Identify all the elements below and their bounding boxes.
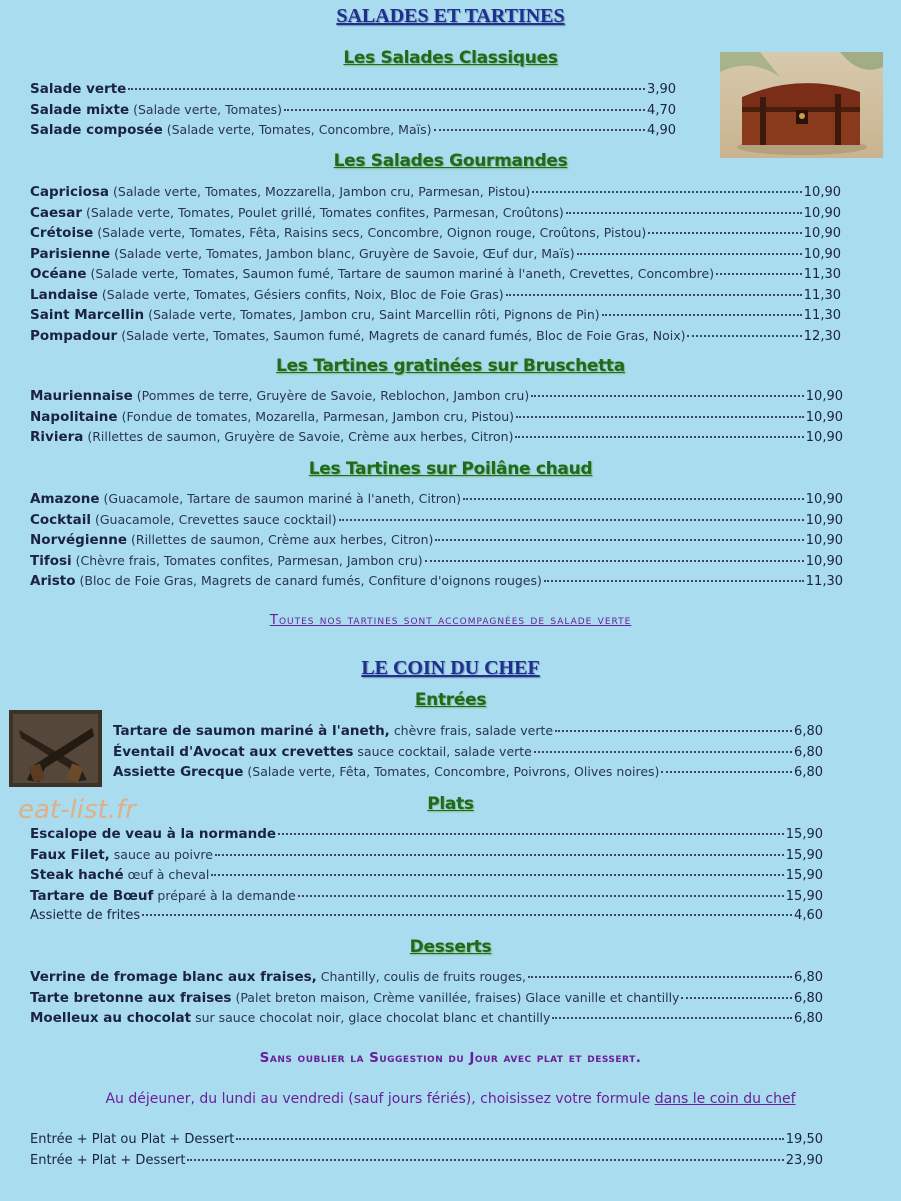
menu-item-name: Capriciosa [30, 184, 110, 200]
dot-leader [516, 416, 804, 418]
dot-leader [425, 560, 804, 562]
dot-leader [434, 129, 646, 131]
dot-leader [716, 273, 802, 275]
menu-item-row [30, 825, 823, 844]
menu-item-description: (Salade verte, Tomates, Saumon fumé, Tartare de saumon mariné à l'aneth, Crevettes, Concombre) [90, 266, 715, 281]
menu-item-price: 10,90 [803, 226, 841, 241]
menu-item-name: Amazone [30, 491, 100, 507]
menu-item-description: (Salade verte, Fêta, Tomates, Concombre, Poivrons, Olives noires) [247, 764, 660, 779]
section-title-classiques: Les Salades Classiques [343, 48, 558, 68]
menu-item-name: Landaise [30, 286, 98, 303]
menu-item-name: Éventail d'Avocat aux crevettes [113, 743, 354, 760]
menu-item-price: 6,80 [794, 724, 823, 739]
menu-item-row [30, 1131, 823, 1149]
menu-item-name: Cocktail [30, 511, 91, 528]
menu-item-name: Salade mixte [30, 101, 130, 118]
menu-item-price: 10,90 [805, 409, 843, 425]
dot-leader [528, 976, 792, 978]
menu-item-row [30, 327, 841, 346]
menu-item-row [30, 245, 841, 264]
menu-item-price: 6,80 [794, 970, 823, 985]
menu-item-description: (Rillettes de saumon, Gruyère de Savoie, Crème aux herbes, Citron) [87, 429, 514, 444]
menu-item-description: (Salade verte, Tomates, Fêta, Raisins secs, Concombre, Oignon rouge, Croûtons, Pistou) [97, 225, 647, 240]
menu-item-price: 4,70 [647, 102, 676, 118]
watermark: eat-list.fr [18, 795, 136, 825]
menu-item-row [30, 80, 676, 99]
menu-item-price: 6,80 [794, 744, 823, 760]
menu-item-name: Entrée + Plat + Dessert [30, 1152, 186, 1168]
menu-item-name: Moelleux au chocolat [30, 1010, 192, 1026]
menu-item-description: chèvre frais, salade verte [393, 723, 554, 738]
menu-item-row [30, 121, 676, 140]
menu-item-row [30, 490, 843, 509]
dot-leader [648, 232, 801, 234]
menu-item-row [30, 887, 823, 906]
menu-item-name: Aristo [30, 573, 76, 589]
menu-item-description: sauce cocktail, salade verte [357, 743, 532, 759]
menu-item-name: Norvégienne [30, 532, 128, 548]
menu-item-row [30, 1009, 823, 1028]
menu-item-row [30, 1152, 823, 1170]
menu-item-description: (Salade verte, Tomates, Saumon fumé, Magrets de canard fumés, Bloc de Foie Gras, Noix) [121, 327, 686, 343]
dot-leader [544, 580, 804, 582]
menu-item-row [30, 387, 843, 406]
menu-item-description: sur sauce chocolat noir, glace chocolat blanc et chantilly [195, 1010, 551, 1025]
menu-item-name: Crétoise [30, 225, 94, 241]
menu-item-name: Napolitaine [30, 408, 118, 425]
dot-leader [566, 212, 802, 214]
dot-leader [534, 751, 792, 753]
menu-item-price: 15,90 [785, 868, 823, 883]
menu-item-description: (Salade verte, Tomates, Jambon blanc, Gruyère de Savoie, Œuf dur, Maïs) [114, 245, 575, 261]
menu-item-price: 11,30 [805, 574, 843, 589]
menu-item-row [113, 743, 823, 762]
menu-item-price: 6,80 [794, 1011, 823, 1026]
menu-item-row [30, 101, 676, 120]
menu-item-name: Tifosi [30, 552, 72, 569]
menu-item-price: 19,50 [785, 1132, 823, 1147]
menu-item-row [30, 989, 823, 1008]
dot-leader [515, 436, 803, 438]
dot-leader [298, 895, 784, 897]
menu-item-description: (Guacamole, Crevettes sauce cocktail) [94, 511, 337, 527]
menu-item-price: 10,90 [803, 205, 841, 221]
menu-item-row [30, 408, 843, 427]
menu-item-description: (Salade verte, Tomates, Gésiers confits, Noix, Bloc de Foie Gras) [101, 286, 504, 302]
section-title-bruschetta: Les Tartines gratinées sur Bruschetta [276, 356, 625, 376]
section-title-entrees: Entrées [414, 690, 487, 710]
menu-item-price: 10,90 [805, 533, 843, 548]
section-title-desserts: Desserts [409, 937, 492, 957]
note-tartines: Toutes nos tartines sont accompagnées de salade verte [269, 612, 632, 628]
menu-item-price: 10,90 [805, 430, 843, 445]
menu-item-row [113, 722, 823, 741]
menu-item-description: (Rillettes de saumon, Crème aux herbes, Citron) [131, 532, 434, 547]
menu-item-description: sauce au poivre [113, 846, 213, 862]
dot-leader [215, 854, 784, 856]
pistols-image [9, 710, 102, 787]
menu-item-name: Salade verte [30, 81, 127, 97]
dot-leader [681, 997, 792, 999]
menu-item-name: Caesar [30, 204, 82, 221]
menu-item-row [30, 511, 843, 530]
page-title-salads: SALADES ET TARTINES [336, 5, 565, 27]
menu-item-name: Tarte bretonne aux fraises [30, 989, 232, 1006]
menu-item-price: 10,90 [803, 185, 841, 200]
menu-item-row [113, 763, 823, 782]
menu-item-row [30, 968, 823, 987]
note-formule [0, 1091, 901, 1107]
menu-item-price: 11,30 [803, 287, 841, 303]
dot-leader [128, 88, 645, 90]
dot-leader [687, 335, 801, 337]
dot-leader [187, 1159, 783, 1161]
dot-leader [284, 109, 645, 111]
menu-item-row [30, 428, 843, 447]
menu-item-row [30, 204, 841, 223]
menu-item-price: 10,90 [805, 492, 843, 507]
dot-leader [506, 294, 802, 296]
dot-leader [661, 771, 792, 773]
menu-item-row [30, 552, 843, 571]
menu-item-price: 15,90 [785, 888, 823, 904]
menu-item-price: 11,30 [803, 308, 841, 323]
menu-item-price: 6,80 [794, 765, 823, 780]
menu-item-name: Pompadour [30, 327, 118, 344]
menu-item-row [30, 866, 823, 885]
section-title-gourmandes: Les Salades Gourmandes [333, 151, 568, 171]
menu-item-name: Entrée + Plat ou Plat + Dessert [30, 1132, 235, 1147]
menu-item-name: Escalope de veau à la normande [30, 826, 277, 842]
dot-leader [602, 314, 802, 316]
menu-item-price: 15,90 [785, 847, 823, 863]
menu-item-name: Saint Marcellin [30, 307, 145, 323]
menu-item-description: (Chèvre frais, Tomates confites, Parmesan, Jambon cru) [75, 552, 423, 568]
menu-item-row [30, 286, 841, 305]
section-title-poilane: Les Tartines sur Poilâne chaud [308, 459, 593, 479]
dot-leader [142, 914, 792, 916]
menu-item-description: (Fondue de tomates, Mozarella, Parmesan, Jambon cru, Pistou) [121, 408, 515, 424]
dot-leader [531, 395, 804, 397]
menu-item-description: (Salade verte, Tomates, Concombre, Maïs) [166, 122, 432, 137]
note-formule-link: dans le coin du chef [654, 1091, 796, 1107]
menu-item-name: Océane [30, 266, 87, 282]
menu-item-description: (Pommes de terre, Gruyère de Savoie, Reblochon, Jambon cru) [136, 388, 530, 403]
menu-item-name: Parisienne [30, 245, 111, 262]
menu-item-price: 23,90 [785, 1152, 823, 1168]
menu-item-description: (Salade verte, Tomates) [133, 101, 283, 117]
menu-item-price: 6,80 [794, 990, 823, 1006]
dot-leader [435, 539, 803, 541]
menu-item-price: 4,90 [647, 123, 676, 138]
menu-item-price: 3,90 [647, 82, 676, 97]
note-suggestion: Sans oublier la Suggestion du Jour avec plat et dessert. [259, 1050, 642, 1066]
menu-item-price: 10,90 [805, 512, 843, 528]
menu-item-name: Tartare de saumon mariné à l'aneth, [113, 723, 390, 739]
menu-item-price: 11,30 [803, 267, 841, 282]
menu-item-description: (Palet breton maison, Crème vanillée, fraises) Glace vanille et chantilly [235, 989, 680, 1005]
menu-item-row [30, 846, 823, 865]
menu-item-description: (Salade verte, Tomates, Mozzarella, Jambon cru, Parmesan, Pistou) [113, 184, 531, 199]
menu-item-price: 15,90 [785, 827, 823, 842]
dot-leader [555, 730, 792, 732]
dot-leader [577, 253, 802, 255]
menu-item-price: 12,30 [803, 328, 841, 344]
dot-leader [463, 498, 804, 500]
menu-item-row [30, 183, 841, 202]
menu-item-description: (Salade verte, Tomates, Jambon cru, Saint Marcellin rôti, Pignons de Pin) [148, 307, 600, 322]
dot-leader [236, 1138, 783, 1140]
menu-item-description: Chantilly, coulis de fruits rouges, [320, 969, 527, 984]
menu-item-row [30, 531, 843, 550]
menu-item-description: (Guacamole, Tartare de saumon mariné à l'aneth, Citron) [103, 491, 462, 506]
menu-item-description: (Salade verte, Tomates, Poulet grillé, Tomates confites, Parmesan, Croûtons) [85, 204, 564, 220]
menu-item-name: Tartare de Bœuf [30, 887, 154, 904]
dot-leader [278, 833, 784, 835]
dot-leader [339, 519, 804, 521]
menu-item-price: 10,90 [805, 389, 843, 404]
menu-item-row [30, 224, 841, 243]
menu-item-price: 10,90 [805, 553, 843, 569]
menu-item-name: Faux Filet, [30, 846, 110, 863]
section-title-plats: Plats [427, 794, 474, 814]
note-formule-text: Au déjeuner, du lundi au vendredi (sauf jours fériés), choisissez votre formule [105, 1091, 655, 1107]
menu-item-row [30, 907, 823, 925]
dot-leader [211, 874, 783, 876]
page-title-chef: LE COIN DU CHEF [361, 657, 540, 679]
menu-item-name: Mauriennaise [30, 388, 133, 404]
menu-item-description: préparé à la demande [157, 887, 296, 903]
menu-item-name: Steak haché [30, 867, 124, 883]
dot-leader [532, 191, 801, 193]
menu-item-description: (Bloc de Foie Gras, Magrets de canard fumés, Confiture d'oignons rouges) [79, 573, 542, 588]
menu-item-row [30, 572, 843, 591]
menu-item-name: Salade composée [30, 122, 163, 138]
dot-leader [552, 1017, 792, 1019]
menu-item-price: 10,90 [803, 246, 841, 262]
menu-item-name: Assiette Grecque [113, 764, 244, 780]
menu-item-price: 4,60 [794, 908, 823, 923]
menu-item-description: œuf à cheval [127, 867, 210, 882]
menu-item-name: Verrine de fromage blanc aux fraises, [30, 969, 317, 985]
menu-item-name: Assiette de frites [30, 908, 141, 923]
menu-item-name: Riviera [30, 429, 84, 445]
menu-item-row [30, 265, 841, 284]
menu-item-row [30, 306, 841, 325]
